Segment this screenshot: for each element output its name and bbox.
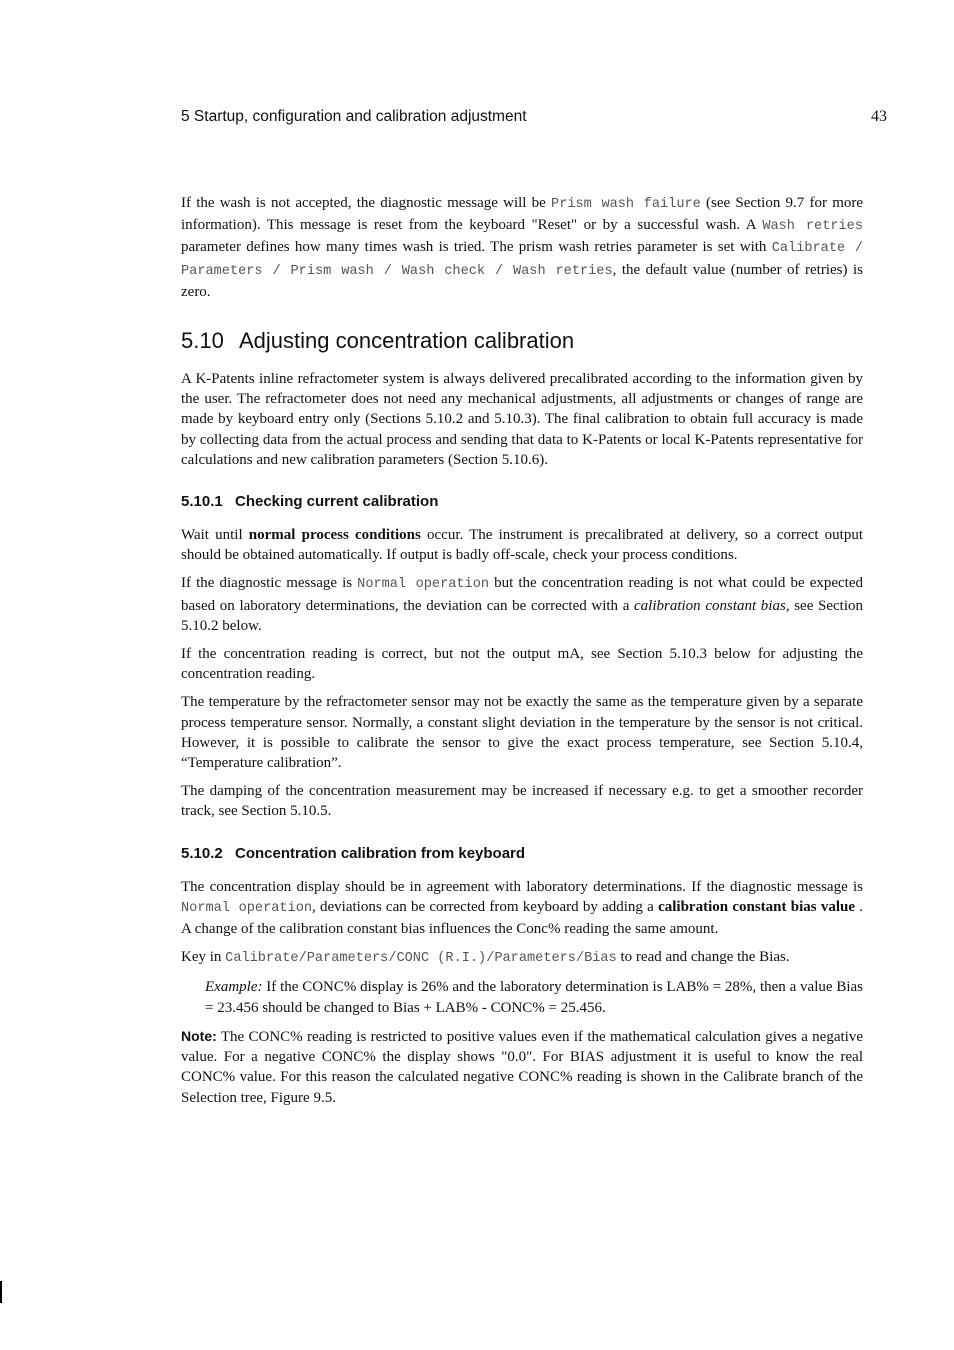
bias-menu-path-code: Calibrate/Parameters/CONC (R.I.)/Parameters/Bias	[225, 951, 617, 967]
wash-retries-code: Wash retries	[762, 219, 863, 235]
section-number: 5.10	[181, 328, 224, 354]
paragraph-temperature: The temperature by the refractometer sensor may not be exactly the same as the temperature given by a separate process temperature sensor. Normally, a constant slight deviation in the temperature by the sensor is not critical. However, it is possible to calibrate the sensor to give the exact process temperature, see Section 5.10.4, “Temperature calibration”.	[181, 694, 863, 772]
example-paragraph: Example: If the CONC% display is 26% and the laboratory determination is LAB% = 28%, then a value Bias = 23.456 should be changed to Bias + LAB% - CONC% = 25.456.	[205, 979, 863, 1016]
page-header	[181, 108, 887, 128]
margin-change-bar	[0, 1281, 2, 1303]
paragraph-concentration-display: The concentration display should be in agreement with laboratory determinations. If the diagnostic message is Normal operation, deviations can be corrected from keyboard by adding a calibration constant bias value . A change of the calibration constant bias influences the Conc% reading the same amount.	[181, 878, 863, 938]
section-title: Adjusting concentration calibration	[239, 328, 575, 354]
normal-operation-code: Normal operation	[357, 577, 490, 593]
example-label: Example:	[205, 979, 263, 996]
section-intro-paragraph: A K-Patents inline refractometer system is always delivered precalibrated according to the information given by the user. The refractometer does not need any mechanical adjustments, all adjustments or changes of range are made by keyboard entry only (Sections 5.10.2 and 5.10.3). The final calibration to obtain full accuracy is made by collecting data from the actual process and sending that data to K-Patents or local K-Patents representative for calculations and new calibration parameters (Section 5.10.6).	[181, 371, 863, 468]
prism-wash-failure-code: Prism wash failure	[551, 197, 701, 212]
subsection-title: Concentration calibration from keyboard	[235, 844, 526, 862]
subsection-number: 5.10.2	[181, 844, 223, 862]
bold-calibration-constant-bias-value: calibration constant bias value	[658, 898, 855, 915]
subsection-number: 5.10.1	[181, 493, 223, 511]
page-body	[181, 193, 863, 1116]
subsection-title: Checking current calibration	[235, 493, 439, 511]
paragraph-diagnostic: If the diagnostic message is Normal operation but the concentration reading is not what could be expected based on laboratory determinations, the deviation can be corrected with a calibration constant bias, see Section 5.10.2 below.	[181, 575, 863, 634]
paragraph-output-ma: If the concentration reading is correct, but not the output mA, see Section 5.10.3 below for adjusting the concentration reading.	[181, 646, 863, 683]
paragraph-damping: The damping of the concentration measurement may be increased if necessary e.g. to get a smoother recorder track, see Section 5.10.5.	[181, 783, 863, 820]
running-header-title: 5 Startup, configuration and calibration adjustment	[181, 108, 527, 125]
paragraph-wait-normal: Wait until normal process conditions occur. The instrument is precalibrated at delivery, so a correct output should be obtained automatically. If output is badly off-scale, check your process conditions.	[181, 527, 864, 564]
note-paragraph: Note: The CONC% reading is restricted to positive values even if the mathematical calculation gives a negative value. For a negative CONC% the display shows "0.0". For BIAS adjustment it is useful to know the real CONC% value. For this reason the calculated negative CONC% reading is shown in the Calibrate branch of the Selection tree, Figure 9.5.	[181, 1027, 863, 1106]
subsection-heading-keyboard	[181, 844, 863, 863]
paragraph-key-in: Key in Calibrate/Parameters/CONC (R.I.)/Parameters/Bias to read and change the Bias.	[181, 949, 790, 967]
intro-paragraph: If the wash is not accepted, the diagnostic message will be Prism wash failure (see Section 9.7 for more information). This message is reset from the keyboard "Reset" or by a successful wash. A Wash retries parameter defines how many times wash is tried. The prism wash retries parameter is set with Calibrate / Parameters / Prism wash / Wash check / Wash retries, the default value (number of retries) is zero.	[181, 195, 864, 300]
bold-normal-process-conditions: normal process conditions	[248, 527, 421, 544]
normal-operation-code: Normal operation	[181, 900, 313, 916]
italic-calibration-constant-bias: calibration constant bias	[634, 597, 786, 614]
note-label: Note:	[181, 1027, 217, 1044]
page-number: 43	[871, 108, 887, 125]
subsection-heading-checking	[181, 492, 863, 511]
wash-retries-path-code: Calibrate / Parameters / Prism wash / Wash check / Wash retries	[181, 241, 864, 279]
section-heading	[181, 328, 863, 354]
